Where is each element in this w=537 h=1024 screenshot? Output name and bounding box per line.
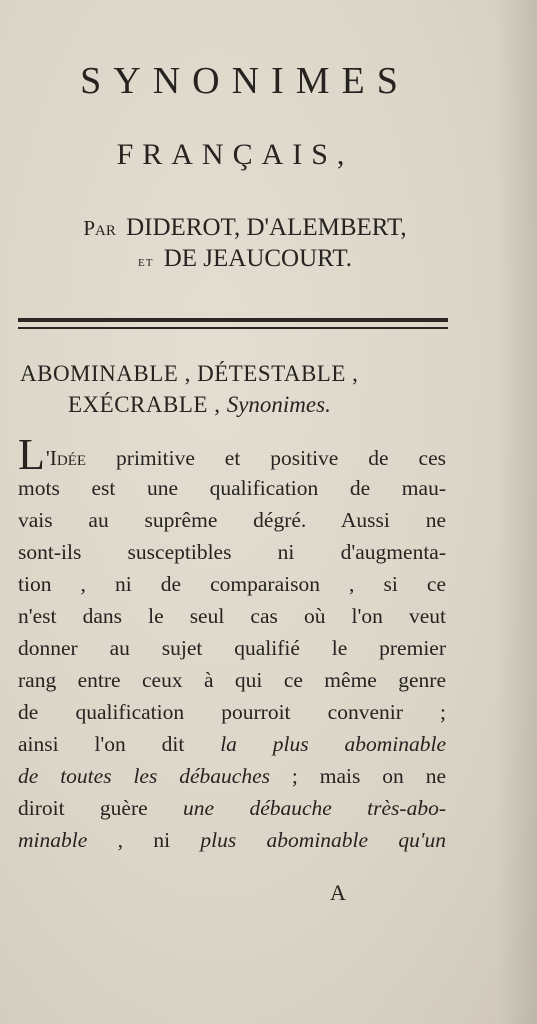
body-line-12 [18,792,446,824]
body-line-9: de qualification pourroit convenir ; [18,700,446,724]
body-line-8: rang entre ceux à qui ce même genre [18,668,446,692]
byline-par: Par [83,216,116,240]
body-line-1-text: primitive et positive de ces [86,446,446,470]
page-title: SYNONIMES [80,60,410,102]
body-line-1 [18,430,446,479]
body-line-10 [18,728,446,760]
heading-line-1: ABOMINABLE , DÉTESTABLE , [20,361,359,386]
body-line-13 [18,824,446,856]
body-line-11 [18,760,446,792]
divider-thick [18,318,448,322]
byline-line-1 [10,212,480,243]
body-line-12-a: diroit guère [18,796,184,820]
page-subtitle: FRANÇAIS, [116,138,354,171]
body-line-5: tion , ni de comparaison , si ce [18,572,446,596]
body-line-13-italic-a: minable [18,828,88,852]
body-line-13-italic-c: plus abominable qu'un [200,828,446,852]
entry-body [18,430,446,856]
byline-line-2 [10,243,480,274]
body-line-10-italic: la plus abominable [220,732,446,756]
body-line-7: donner au sujet qualifié le premier [18,636,446,660]
body-line-3: vais au suprême dégré. Aussi ne [18,508,446,532]
body-line-12-italic: une débauche très-abo- [183,796,446,820]
byline-authors-1: DIDEROT, D'ALEMBERT, [126,214,407,241]
body-line-11-italic: de toutes les débauches [18,764,270,788]
heading-line-2-words: EXÉCRABLE , [68,392,221,418]
body-line-4: sont-ils susceptibles ni d'augmenta- [18,540,446,564]
body-line-13-b: , ni [87,828,201,852]
drop-cap: L [18,430,45,479]
byline [10,212,480,275]
first-word: 'Idée [45,446,87,470]
signature-mark: A [330,880,346,905]
page-shadow [497,0,537,1024]
entry-heading [20,358,450,420]
heading-line-2 [20,389,450,420]
divider-thin [18,327,448,329]
body-line-2: mots est une qualification de mau- [18,476,446,500]
body-line-11-b: ; mais on ne [270,764,446,788]
body-line-6: n'est dans le seul cas où l'on veut [18,604,446,628]
byline-authors-2: DE JEAUCOURT. [163,245,352,273]
heading-line-2-italic: Synonimes. [226,392,331,418]
byline-et: et [137,253,154,271]
body-line-10-a: ainsi l'on dit [18,732,221,756]
